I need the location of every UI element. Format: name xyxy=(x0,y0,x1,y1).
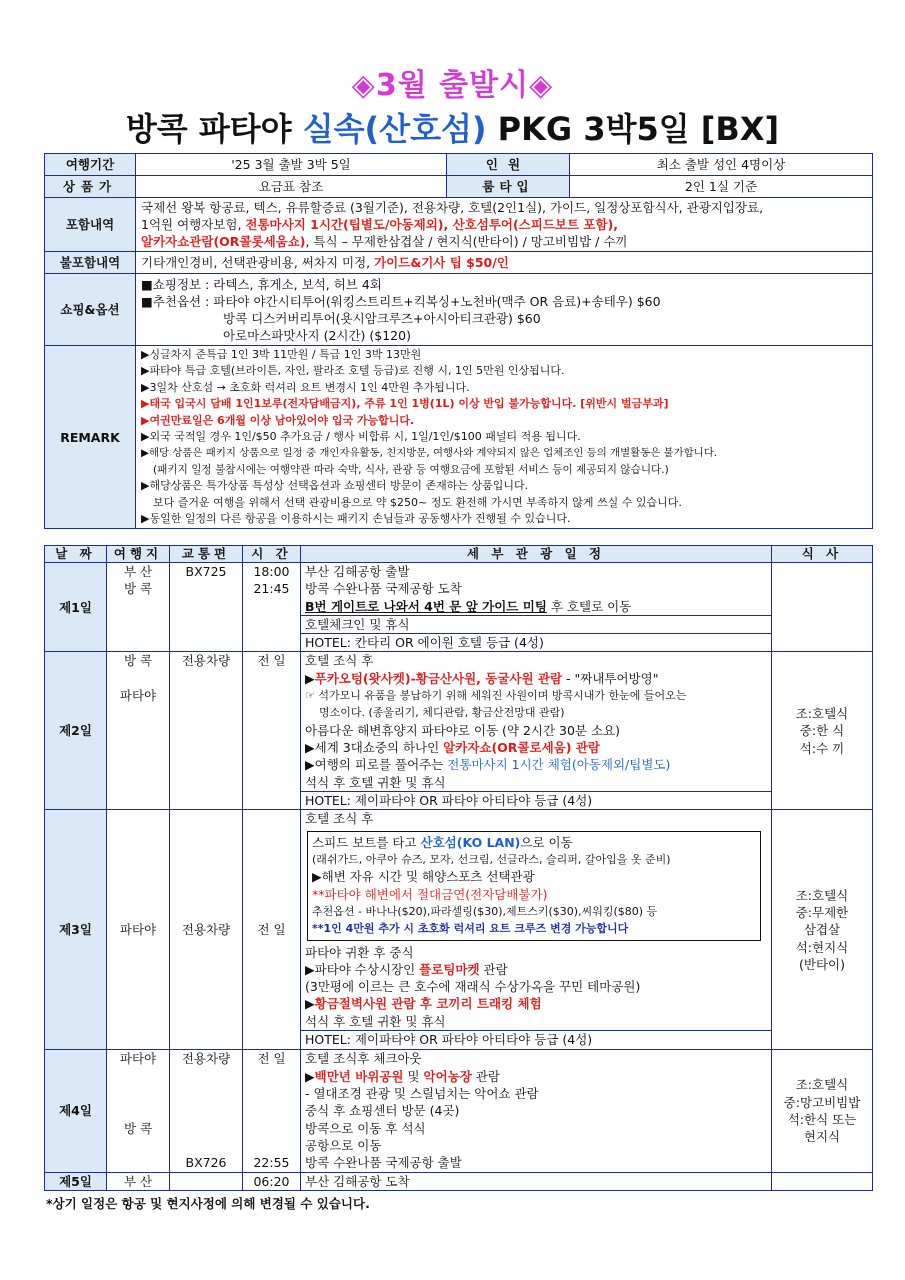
remark-line: ▶태국 입국시 담배 1인1보루(전자담배금지), 주류 1인 1병(1L) 이상 반입 불가능합니다. [위반시 벌금부과] xyxy=(141,397,669,411)
detail-line: (래쉬가드, 아쿠아 슈즈, 모자, 선크림, 선글라스, 슬리퍼, 갈아입을 옷 준비) xyxy=(312,853,671,867)
period-label: 여행기간 xyxy=(45,154,136,176)
detail-line: ▶파타야 수상시장인 플로팅마켓 관람 xyxy=(305,961,508,977)
detail-line: HOTEL: 제이파타야 OR 파타야 아티타야 등급 (4성) xyxy=(305,792,593,808)
remark-line: ▶해당상품은 특가상품 특성상 선택옵션과 쇼핑센터 방문이 존재하는 상품입니다. xyxy=(141,479,529,493)
day-label: 제3일 xyxy=(45,810,107,1050)
day-detail xyxy=(301,810,772,1050)
detail-line: (3만평에 이르는 큰 호수에 재래식 수상가옥을 꾸민 테마공원) xyxy=(305,979,641,995)
price-value: 요금표 참조 xyxy=(136,176,447,198)
detail-line: 아름다운 해변휴양지 파타야로 이동 (약 2시간 30분 소요) xyxy=(305,722,621,738)
day-detail: 부산 김해공항 도착 xyxy=(301,1172,772,1190)
include-value xyxy=(136,198,873,252)
remark-label: REMARK xyxy=(45,346,136,529)
title-part-accent: 실속(산호섬) xyxy=(302,110,487,148)
detail-line: ▶황금절벽사원 관람 후 코끼리 트래킹 체험 xyxy=(305,996,542,1012)
remark-line: ▶여권만료일은 6개월 이상 남아있어야 입국 가능합니다. xyxy=(141,413,415,427)
detail-line: HOTEL: 제이파타야 OR 파타야 아티타야 등급 (4성) xyxy=(305,1032,593,1048)
detail-line: ☞ 석가모니 유품을 봉납하기 위해 세워진 사원이며 방콕시내가 한눈에 들어오는 xyxy=(305,689,687,703)
schedule-header xyxy=(45,546,873,563)
include-line: 1억원 여행자보험, 전통마사지 1시간(팁별도/아동제외), 산호섬투어(스피드보트 포함), xyxy=(141,217,619,232)
remark-value xyxy=(136,346,873,529)
shop-line: ■쇼핑정보 : 라텍스, 휴게소, 보석, 허브 4회 xyxy=(141,276,382,292)
day-place: 부 산 방 콕 xyxy=(107,563,170,652)
day-meal: 조:호텔식 중:망고비빔밥 석:한식 또는 현지식 xyxy=(772,1050,873,1172)
day-detail xyxy=(301,652,772,810)
header-place: 여행지 xyxy=(107,546,170,563)
day-place: 방 콕 파타야 xyxy=(107,652,170,810)
title-part-c: PKG 3박5일 [BX] xyxy=(486,110,780,148)
day-transport xyxy=(170,1172,243,1190)
day-label: 제2일 xyxy=(45,652,107,810)
day-detail xyxy=(301,1050,772,1172)
page-title xyxy=(0,104,905,150)
header-transport: 교통편 xyxy=(170,546,243,563)
detail-line: 스피드 보트를 타고 산호섬(KO LAN)으로 이동 xyxy=(312,834,573,850)
day-transport: 전용차량 xyxy=(170,652,243,810)
detail-line: ▶세계 3대쇼중의 하나인 알카자쇼(OR콜로세움) 관람 xyxy=(305,739,600,755)
day-row xyxy=(45,810,873,1050)
day-meal: 조:호텔식 중:무제한 삼겹살 석:현지식 (반타이) xyxy=(772,810,873,1050)
detail-line: ▶해변 자유 시간 및 해양스포츠 선택관광 xyxy=(312,869,535,885)
detail-line: 호텔 조식 후 xyxy=(305,811,374,827)
detail-line: 방콕 수완나품 국제공항 도착 xyxy=(305,581,462,597)
exclude-value: 기타개인경비, 선택관광비용, 써차지 미정, 가이드&기사 팁 $50/인 xyxy=(136,252,873,274)
schedule-table xyxy=(44,545,873,1191)
shop-line: 방콕 디스커버리투어(욧시암크루즈+아시아티크관광) $60 xyxy=(223,310,541,326)
detail-line: 방콕 수완나품 국제공항 출발 xyxy=(305,1155,462,1171)
day-time: 18:00 21:45 xyxy=(243,563,301,652)
day-meal xyxy=(772,563,873,652)
shop-value xyxy=(136,274,873,346)
price-label: 상품가 xyxy=(45,176,136,198)
include-line: 알카자쇼관람(OR콜롯세움쇼), 특식 – 무제한삼겹살 / 현지식(반타이) / 망고비빔밥 / 수끼 xyxy=(141,234,628,249)
exclude-label: 불포함내역 xyxy=(45,252,136,274)
remark-line: (패키지 일정 불참시에는 여행약관 따라 숙박, 식사, 관광 등 여행요금에 포함된 서비스 등이 제공되지 않습니다.) xyxy=(153,463,669,476)
day-place: 파타야 xyxy=(107,810,170,1050)
day-row xyxy=(45,1172,873,1190)
title-departure: ◈3월 출발시◈ xyxy=(351,68,554,103)
header-meal: 식 사 xyxy=(772,546,873,563)
detail-line: 추천옵션 - 바나나($20),파라셀링($30),제트스키($30),씨워킹($80) 등 xyxy=(312,904,658,918)
title-part-a: 방콕 파타야 xyxy=(125,110,303,148)
header-date: 날 짜 xyxy=(45,546,107,563)
day-place: 파타야 방 콕 xyxy=(107,1050,170,1172)
header-time: 시 간 xyxy=(243,546,301,563)
detail-line: 파타야 귀환 후 중식 xyxy=(305,944,414,960)
include-label: 포함내역 xyxy=(45,198,136,252)
info-table xyxy=(44,153,873,529)
detail-line: 석식 후 호텔 귀환 및 휴식 xyxy=(301,1013,771,1031)
day-detail xyxy=(301,563,772,652)
remark-line: ▶동일한 일정의 다른 항공을 이용하시는 패키지 손님들과 공동행사가 진행될 수 있습니다. xyxy=(141,512,571,526)
detail-line: 명소이다. (종울리기, 체디관람, 황금산전망대 관람) xyxy=(319,706,565,720)
remark-line: ▶외국 국적일 경우 1인/$50 추가요금 / 행사 비합류 시, 1일/1인/$100 패널티 적용 됩니다. xyxy=(141,430,581,444)
detail-line: **1인 4만원 추가 시 초호화 럭셔리 요트 크루즈 변경 가능합니다 xyxy=(312,922,629,936)
detail-line: ▶여행의 피로를 풀어주는 전통마사지 1시간 체험(아동제외/팁별도) xyxy=(305,757,671,773)
include-line: 국제선 왕복 항공료, 텍스, 유류할증료 (3월기준), 전용차량, 호텔(2인1실), 가이드, 일정상포함식사, 관광지입장료, xyxy=(141,200,764,215)
room-label: 룸타입 xyxy=(447,176,570,198)
day-transport: 전용차량 xyxy=(170,810,243,1050)
day-row xyxy=(45,563,873,652)
remark-line: ▶3일차 산호섬 → 초호화 럭셔리 요트 변경시 1인 4만원 추가됩니다. xyxy=(141,380,470,394)
detail-line: ▶백만년 바위공원 및 악어농장 관람 xyxy=(305,1068,500,1084)
detail-line: B번 게이트로 나와서 4번 문 앞 가이드 미팅 후 호텔로 이동 xyxy=(301,598,771,616)
shop-label: 쇼핑&옵션 xyxy=(45,274,136,346)
detail-line: - 열대조경 관광 및 스릴넘치는 악어쇼 관람 xyxy=(305,1086,539,1102)
day-label: 제5일 xyxy=(45,1172,107,1190)
remark-line: ▶싱글차지 준특급 1인 3박 11만원 / 특급 1인 3박 13만원 xyxy=(141,348,422,361)
day-transport: 전용차량 BX726 xyxy=(170,1050,243,1172)
day-label: 제4일 xyxy=(45,1050,107,1172)
remark-line: ▶해당 상품은 패키지 상품으로 일정 중 개인자유활동, 친지방문, 여행사와 계약되지 않은 업체조인 등의 개별활동은 불가합니다. xyxy=(141,447,718,460)
people-value: 최소 출발 성인 4명이상 xyxy=(570,154,873,176)
people-label: 인원 xyxy=(447,154,570,176)
room-value: 2인 1실 기준 xyxy=(570,176,873,198)
detail-line: 호텔체크인 및 휴식 xyxy=(301,616,771,634)
detail-line: ▶푸카오텅(왓사켓)-황금산사원, 동굴사원 관람 - "짜내투어방영" xyxy=(305,670,659,686)
day-time: 전 일 22:55 xyxy=(243,1050,301,1172)
header-detail: 세 부 관 광 일 정 xyxy=(301,546,772,563)
detail-line: 석식 후 호텔 귀환 및 휴식 xyxy=(301,774,771,792)
shop-line: 아로마스파맛사지 (2시간) ($120) xyxy=(223,327,411,343)
detail-line: 호텔 조식후 체크아웃 xyxy=(305,1051,422,1067)
remark-line: ▶파타야 특급 호텔(브라이튼, 자인, 팔라조 호텔 등급)로 진행 시, 1인 5만원 인상됩니다. xyxy=(141,364,565,378)
detail-line: 호텔 조식 후 xyxy=(305,653,374,669)
island-box xyxy=(307,831,761,941)
day-time: 전 일 xyxy=(243,810,301,1050)
day-row xyxy=(45,1050,873,1172)
detail-line: 중식 후 쇼핑센터 방문 (4곳) xyxy=(305,1103,460,1119)
detail-line: 부산 김해공항 출발 xyxy=(305,564,410,579)
day-place: 부 산 xyxy=(107,1172,170,1190)
detail-line: 공항으로 이동 xyxy=(305,1137,382,1153)
day-label: 제1일 xyxy=(45,563,107,652)
day-meal: 조:호텔식 중:한 식 석:수 끼 xyxy=(772,652,873,810)
day-time: 06:20 xyxy=(243,1172,301,1190)
remark-line: 보다 즐거운 여행을 위해서 선택 관광비용으로 약 $250~ 정도 환전해 가시면 부족하지 않게 쓰실 수 있습니다. xyxy=(153,495,682,509)
day-time: 전 일 xyxy=(243,652,301,810)
detail-line: 방콕으로 이동 후 석식 xyxy=(305,1120,426,1136)
detail-line: HOTEL: 칸타리 OR 에이원 호텔 등급 (4성) xyxy=(305,635,544,651)
day-meal xyxy=(772,1172,873,1190)
shop-line: ■추천옵션 : 파타야 야간시티투어(워킹스트리트+킥복싱+노천바(맥주 OR 음료)+송테우) $60 xyxy=(141,293,661,309)
detail-line: **파타야 해변에서 절대금연(전자담배불가) xyxy=(312,886,548,902)
period-value: '25 3월 출발 3박 5일 xyxy=(136,154,447,176)
footnote: *상기 일정은 항공 및 현지사정에 의해 변경될 수 있습니다. xyxy=(46,1196,370,1211)
day-row xyxy=(45,652,873,810)
day-transport: BX725 xyxy=(170,563,243,652)
